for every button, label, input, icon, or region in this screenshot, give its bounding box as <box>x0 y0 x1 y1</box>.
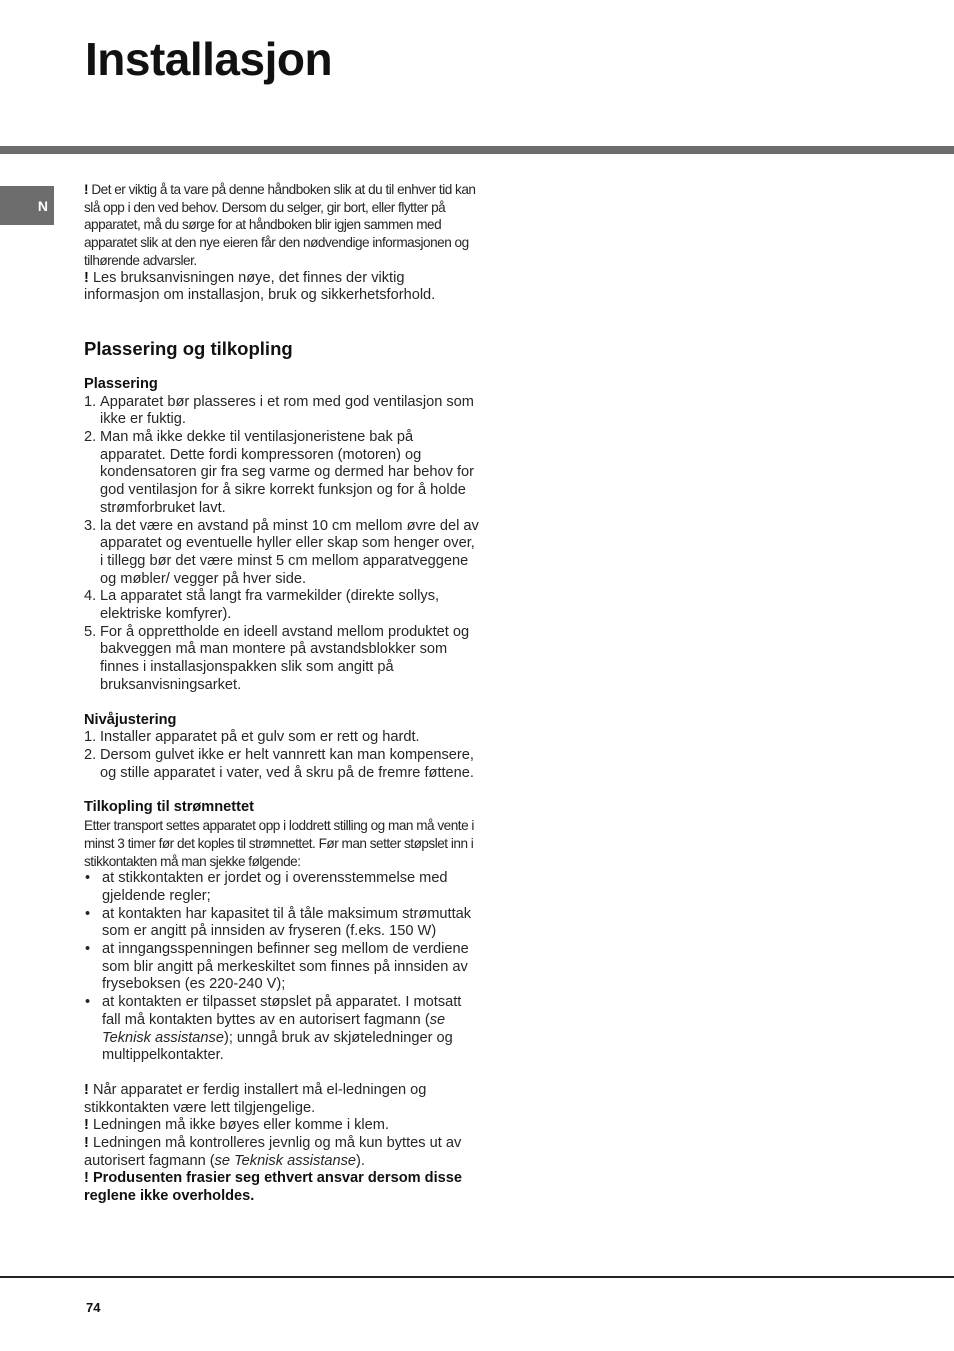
list-item: • at stikkontakten er jordet og i overensstemmelse med gjeldende regler; <box>85 870 448 904</box>
language-tab: N <box>0 186 54 225</box>
warning-2: ! Ledningen må ikke bøyes eller komme i klem. <box>84 1117 389 1134</box>
list-item: 3. la det være en avstand på minst 10 cm mellom øvre del av apparatet og eventuelle hyller eller skap som henger over, i tillegg bør det være minst 5 cm mellom apparatveggene og møbler/ vegger på hver side. <box>84 517 479 587</box>
warning-4: ! Produsenten frasier seg ethvert ansvar dersom disse reglene ikke overholdes. <box>84 1170 462 1205</box>
nivajustering-list <box>84 729 479 782</box>
reference-link: se Teknisk assistanse <box>214 1152 357 1169</box>
intro-text-2: Les bruksanvisningen nøye, det finnes der viktig informasjon om installasjon, bruk og sikkerhetsforhold. <box>84 269 436 304</box>
list-item: • at inngangsspenningen befinner seg mellom de verdiene som blir angitt på merkeskiltet som finnes på innsiden av fryseboksen (es 220-240 V); <box>85 941 469 993</box>
bullet-icon: • <box>85 870 91 887</box>
footer-rule <box>0 1276 954 1278</box>
reference-link: se Teknisk assistanse <box>102 1011 446 1046</box>
bullet-icon: • <box>85 941 91 958</box>
bullet-icon: • <box>85 905 91 922</box>
list-item: • at kontakten har kapasitet til å tåle maksimum strømuttak som er angitt på innsiden av fryseren (f.eks. 150 W) <box>85 905 472 940</box>
intro-text-1: Det er viktig å ta vare på denne håndboken slik at du til enhver tid kan slå opp i den ved behov. Dersom du selger, gir bort, eller flytter på apparatet, må du sørge for at håndboken blir igjen sammen med apparatet slik at den nye eieren får den nødvendige informasjonen og tilhørende advarsler. <box>84 182 476 268</box>
list-item: 5. For å opprettholde en ideell avstand mellom produktet og bakveggen må man montere på avstandsblokker som finnes i installasjonspakken slik som angitt på bruksanvisningsarket. <box>84 623 470 693</box>
tilkopling-intro: Etter transport settes apparatet opp i loddrett stilling og man må vente i minst 3 timer før det koples til strømnettet. Før man setter støpslet inn i stikkontakten må man sjekke følgende: <box>84 818 474 869</box>
warning-mark: ! <box>84 1117 89 1134</box>
list-item: • at kontakten er tilpasset støpslet på apparatet. I motsatt fall må kontakten byttes av en autorisert fagmann (se Teknisk assistanse); unngå bruk av skjøteledninger og multippelkontakter. <box>85 994 462 1064</box>
subheading-tilkopling: Tilkopling til strømnettet <box>84 799 254 816</box>
list-item: 2. Dersom gulvet ikke er helt vannrett kan man kompensere, og stille apparatet i vater, ved å skru på de fremre føttene. <box>84 746 474 781</box>
intro-paragraph-2 <box>84 270 479 305</box>
warning-mark: ! <box>84 1081 89 1098</box>
warning-1: ! Når apparatet er ferdig installert må el-ledningen og stikkontakten være lett tilgjengelige. <box>84 1081 427 1116</box>
warning-mark: ! <box>84 182 89 197</box>
warning-mark: ! <box>84 1135 89 1152</box>
warnings-block <box>84 1082 479 1206</box>
warning-3: ! Ledningen må kontrolleres jevnlig og må kun byttes ut av autorisert fagmann (se Teknisk assistanse). <box>84 1135 462 1169</box>
subheading-nivajustering: Nivåjustering <box>84 711 177 728</box>
list-item: 1. Apparatet bør plasseres i et rom med god ventilasjon som ikke er fuktig. <box>84 393 474 428</box>
subheading-plassering: Plassering <box>84 375 158 392</box>
header-rule <box>0 146 954 154</box>
bullet-icon: • <box>85 994 91 1011</box>
page-title: Installasjon <box>85 33 333 85</box>
section-title: Plassering og tilkopling <box>84 337 293 359</box>
intro-paragraph-1 <box>84 181 479 270</box>
list-item: 1. Installer apparatet på et gulv som er rett og hardt. <box>84 729 420 746</box>
warning-mark: ! <box>84 1170 89 1187</box>
list-item: 2. Man må ikke dekke til ventilasjoneristene bak på apparatet. Dette fordi kompressoren (motoren) og kondensatoren gir fra seg varme og dermed har behov for god ventilasjon for å sikre korrekt funksjon og for å holde strømforbruket lavt. <box>84 429 474 516</box>
list-item: 4. La apparatet stå langt fra varmekilder (direkte sollys, elektriske komfyrer). <box>84 588 440 623</box>
content-column <box>84 181 479 1206</box>
tilkopling-list <box>84 870 479 1065</box>
warning-mark: ! <box>84 269 89 286</box>
plassering-list <box>84 394 479 695</box>
page-number: 74 <box>86 1300 101 1315</box>
